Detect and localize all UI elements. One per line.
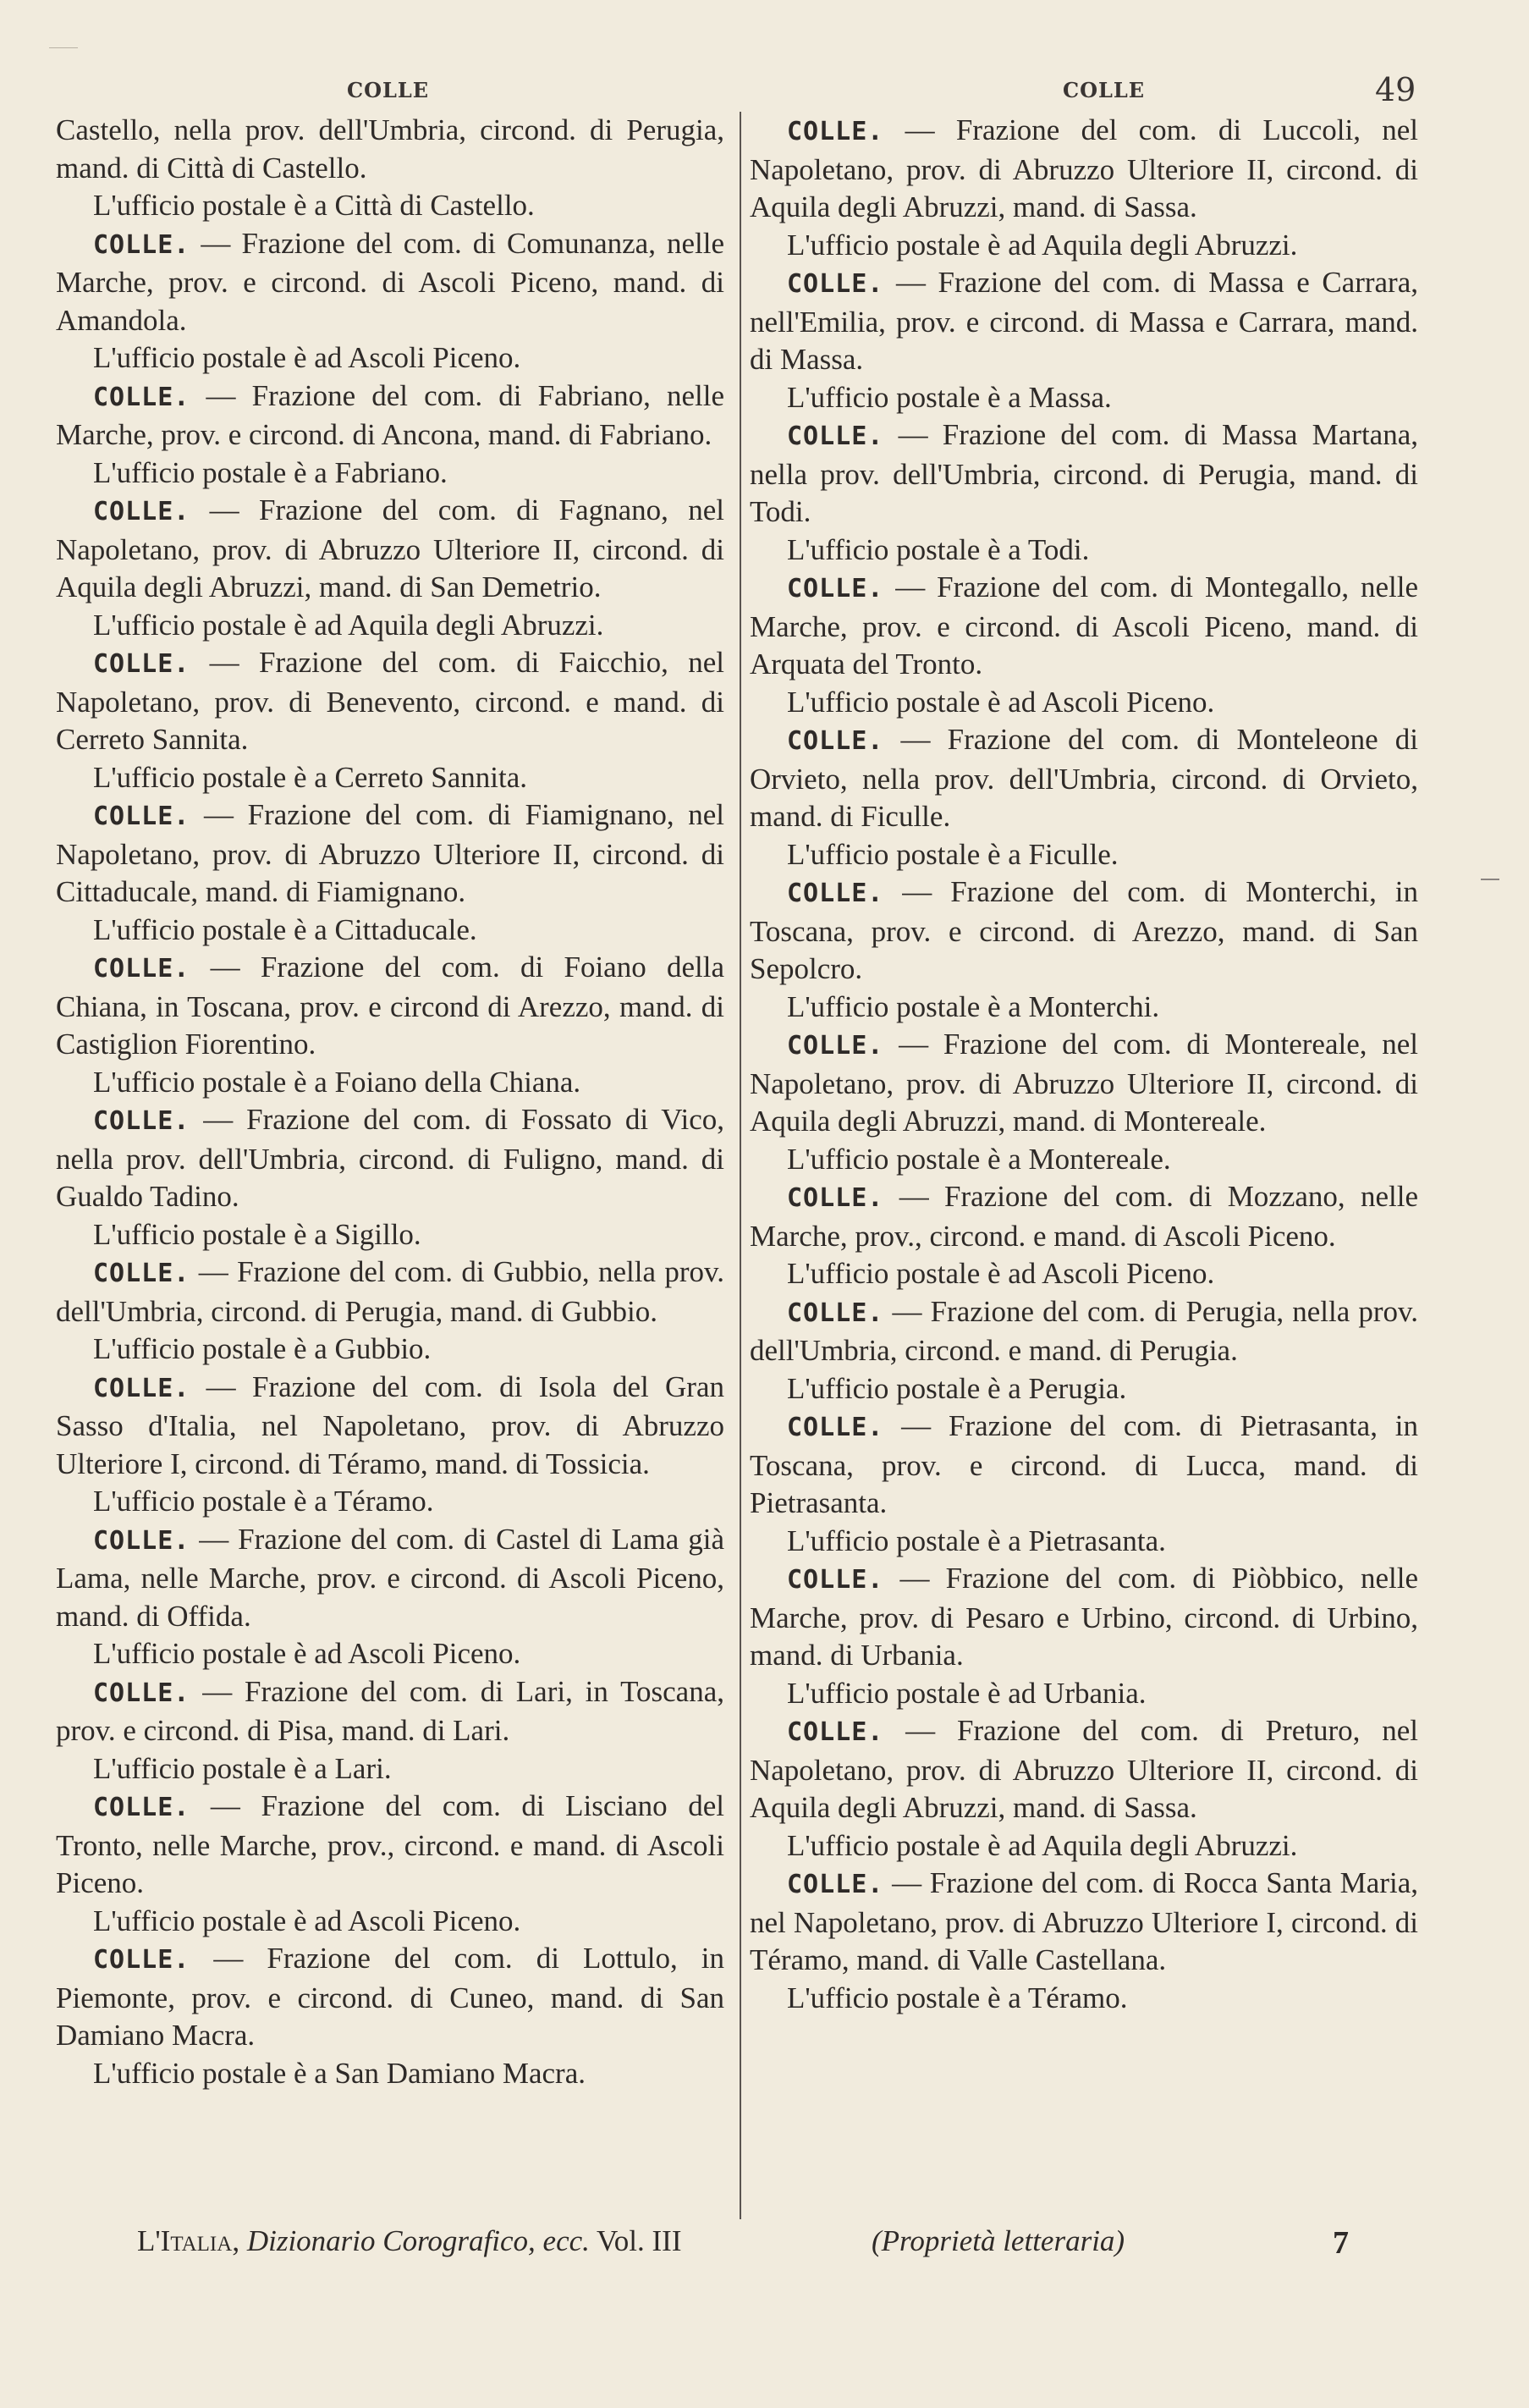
- entry-text: — Frazione del com. di Foiano della Chiana, in Toscana, prov. e circond di Arezzo, mand. di Castiglion Fiorentino.: [56, 951, 724, 1061]
- entry-text: — Frazione del com. di Piòbbico, nelle Marche, prov. di Pesaro e Urbino, circond. di Urbino, mand. di Urbania.: [750, 1562, 1418, 1672]
- entry-text: — Frazione del com. di Perugia, nella prov. dell'Umbria, circond. e mand. di Perugia.: [750, 1294, 1418, 1367]
- entry-text: — Frazione del com. di Massa e Carrara, nell'Emilia, prov. e circond. di Massa e Carrara, mand. di Massa.: [750, 266, 1418, 376]
- dictionary-entry: [56, 796, 724, 912]
- entry-text: — Frazione del com. di Pietrasanta, in Toscana, prov. e circond. di Lucca, mand. di Pietrasanta.: [750, 1409, 1418, 1519]
- postal-office-line: L'ufficio postale è a Foiano della Chiana.: [93, 1065, 581, 1099]
- entry-continuation: Castello, nella prov. dell'Umbria, circond. di Perugia, mand. di Città di Castello.: [56, 113, 724, 185]
- postal-office-line: L'ufficio postale è a Monterchi.: [787, 989, 1160, 1023]
- entry-text: — Frazione del com. di Castel di Lama già Lama, nelle Marche, prov. e circond. di Ascoli Piceno, mand. di Offida.: [56, 1522, 724, 1633]
- entry-text: — Frazione del com. di Preturo, nel Napoletano, prov. di Abruzzo Ulteriore II, circond. di Aquila degli Abruzzi, mand. di Sassa.: [750, 1714, 1418, 1824]
- footer-signature-mark: 7: [1333, 2225, 1349, 2261]
- entry-headword: COLLE.: [93, 649, 190, 679]
- dictionary-entry: [56, 644, 724, 759]
- entry-headword: COLLE.: [93, 1259, 190, 1288]
- postal-office-line: L'ufficio postale è ad Ascoli Piceno.: [787, 685, 1215, 719]
- postal-office-line: L'ufficio postale è ad Aquila degli Abruzzi.: [787, 228, 1298, 262]
- page-number: 49: [1375, 71, 1416, 108]
- dictionary-entry: [750, 1293, 1418, 1370]
- postal-office-line: L'ufficio postale è a Sigillo.: [93, 1217, 421, 1251]
- footer-publication: [137, 2224, 682, 2258]
- entry-headword: COLLE.: [787, 422, 884, 451]
- entry-text: — Frazione del com. di Lisciano del Tronto, nelle Marche, prov., circond. e mand. di Ascoli Piceno.: [56, 1789, 724, 1899]
- postal-office-line: L'ufficio postale è ad Aquila degli Abruzzi.: [787, 1828, 1298, 1862]
- entry-text: — Frazione del com. di Monterchi, in Toscana, prov. e circond. di Arezzo, mand. di San Sepolcro.: [750, 875, 1418, 985]
- entry-text: — Frazione del com. di Monteleone di Orvieto, nella prov. dell'Umbria, circond. di Orvieto, mand. di Ficulle.: [750, 723, 1418, 833]
- postal-office-line: L'ufficio postale è a Città di Castello.: [93, 189, 535, 222]
- entry-headword: COLLE.: [93, 497, 190, 526]
- dictionary-entry: [750, 416, 1418, 532]
- dictionary-entry: [56, 1254, 724, 1331]
- footer-title: Dizionario Corografico, ecc.: [246, 2224, 590, 2257]
- entry-headword: COLLE.: [93, 1678, 190, 1708]
- entry-text: — Frazione del com. di Isola del Gran Sasso d'Italia, nel Napoletano, prov. di Abruzzo Ulteriore I, circond. di Téramo, mand. di Tossicia.: [56, 1369, 724, 1480]
- running-head-left: COLLE: [347, 78, 430, 102]
- footer-volume: Vol. III: [597, 2224, 682, 2257]
- entry-headword: COLLE.: [787, 879, 884, 908]
- page-edge-mark: [49, 47, 78, 48]
- entry-text: — Frazione del com. di Luccoli, nel Napoletano, prov. di Abruzzo Ulteriore II, circond. di Aquila degli Abruzzi, mand. di Sassa.: [750, 113, 1418, 223]
- dictionary-entry: [56, 1369, 724, 1484]
- dictionary-entry: [56, 949, 724, 1064]
- dictionary-entry: [750, 873, 1418, 989]
- entry-headword: COLLE.: [787, 1565, 884, 1595]
- dictionary-entry: [750, 1026, 1418, 1141]
- entry-headword: COLLE.: [787, 1183, 884, 1213]
- entry-headword: COLLE.: [787, 1031, 884, 1061]
- margin-dash-mark: [1481, 879, 1499, 880]
- page-footer: [0, 2224, 1529, 2267]
- entry-text: — Frazione del com. di Massa Martana, nella prov. dell'Umbria, circond. di Perugia, mand. di Todi.: [750, 418, 1418, 528]
- postal-office-line: L'ufficio postale è a Cittaducale.: [93, 912, 477, 946]
- entry-headword: COLLE.: [787, 574, 884, 603]
- footer-copyright: (Proprietà letteraria): [872, 2224, 1125, 2257]
- entry-headword: COLLE.: [93, 229, 190, 260]
- dictionary-entry: [750, 1865, 1418, 1980]
- postal-office-line: L'ufficio postale è a Téramo.: [93, 1485, 434, 1518]
- dictionary-entry: [750, 569, 1418, 684]
- dictionary-entry: [56, 1673, 724, 1750]
- dictionary-entry: [750, 1178, 1418, 1255]
- dictionary-entry: [56, 377, 724, 455]
- dictionary-entry: [56, 1940, 724, 2055]
- postal-office-line: L'ufficio postale è a Montereale.: [787, 1142, 1171, 1176]
- entry-text: — Frazione del com. di Lari, in Toscana, prov. e circond. di Pisa, mand. di Lari.: [56, 1674, 724, 1747]
- postal-office-line: L'ufficio postale è a Gubbio.: [93, 1332, 432, 1365]
- postal-office-line: L'ufficio postale è ad Ascoli Piceno.: [787, 1257, 1215, 1290]
- entry-text: — Frazione del com. di Comunanza, nelle Marche, prov. e circond. di Ascoli Piceno, mand. di Amandola.: [56, 226, 724, 337]
- postal-office-line: L'ufficio postale è ad Ascoli Piceno.: [93, 1904, 521, 1937]
- postal-office-line: L'ufficio postale è a Cerreto Sannita.: [93, 760, 527, 794]
- entry-headword: COLLE.: [93, 954, 190, 984]
- dictionary-entry: [750, 1712, 1418, 1827]
- postal-office-line: L'ufficio postale è a San Damiano Macra.: [93, 2056, 586, 2090]
- entry-headword: COLLE.: [787, 726, 884, 756]
- postal-office-line: L'ufficio postale è ad Urbania.: [787, 1676, 1147, 1710]
- postal-office-line: L'ufficio postale è a Ficulle.: [787, 837, 1119, 871]
- entry-headword: COLLE.: [93, 1373, 190, 1403]
- entry-headword: COLLE.: [93, 802, 190, 831]
- postal-office-line: L'ufficio postale è a Todi.: [787, 532, 1090, 566]
- left-text-column: [56, 112, 724, 2092]
- entry-text: — Frazione del com. di Faicchio, nel Napoletano, prov. di Benevento, circond. e mand. di Cerreto Sannita.: [56, 646, 724, 756]
- entry-text: — Frazione del com. di Lottulo, in Piemonte, prov. e circond. di Cuneo, mand. di San Damiano Macra.: [56, 1942, 724, 2052]
- dictionary-entry: [750, 112, 1418, 227]
- entry-headword: COLLE.: [787, 1870, 884, 1899]
- entry-headword: COLLE.: [787, 1413, 884, 1442]
- entry-headword: COLLE.: [93, 382, 190, 412]
- entry-headword: COLLE.: [93, 1945, 190, 1975]
- postal-office-line: L'ufficio postale è ad Aquila degli Abruzzi.: [93, 608, 604, 642]
- postal-office-line: L'ufficio postale è a Perugia.: [787, 1371, 1127, 1405]
- entry-headword: COLLE.: [93, 1106, 190, 1136]
- entry-text: — Frazione del com. di Gubbio, nella prov. dell'Umbria, circond. di Perugia, mand. di Gubbio.: [56, 1255, 724, 1328]
- entry-text: — Frazione del com. di Rocca Santa Maria, nel Napoletano, prov. di Abruzzo Ulteriore I, circond. di Téramo, mand. di Valle Castellana.: [750, 1866, 1418, 1976]
- dictionary-entry: [56, 492, 724, 607]
- postal-office-line: L'ufficio postale è ad Ascoli Piceno.: [93, 1637, 521, 1670]
- entry-text: — Frazione del com. di Montegallo, nelle Marche, prov. e circond. di Ascoli Piceno, mand. di Arquata del Tronto.: [750, 570, 1418, 681]
- entry-headword: COLLE.: [787, 1717, 884, 1747]
- entry-headword: COLLE.: [787, 269, 884, 299]
- footer-publisher: L'Italia,: [137, 2224, 240, 2257]
- entry-headword: COLLE.: [787, 1298, 884, 1328]
- entry-headword: COLLE.: [787, 117, 884, 146]
- dictionary-entry: [56, 1788, 724, 1903]
- right-text-column: [750, 112, 1418, 2017]
- postal-office-line: L'ufficio postale è a Fabriano.: [93, 455, 448, 489]
- dictionary-entry: [56, 225, 724, 340]
- dictionary-entry: [56, 1101, 724, 1216]
- running-head-right: COLLE: [1063, 78, 1146, 102]
- postal-office-line: L'ufficio postale è a Massa.: [787, 380, 1112, 414]
- dictionary-entry: [750, 1408, 1418, 1523]
- entry-text: — Frazione del com. di Fossato di Vico, nella prov. dell'Umbria, circond. di Fuligno, mand. di Gualdo Tadino.: [56, 1103, 724, 1213]
- entry-text: — Frazione del com. di Fabriano, nelle Marche, prov. e circond. di Ancona, mand. di Fabriano.: [56, 378, 724, 451]
- dictionary-entry: [750, 1560, 1418, 1675]
- postal-office-line: L'ufficio postale è a Pietrasanta.: [787, 1524, 1166, 1557]
- entry-headword: COLLE.: [93, 1793, 190, 1822]
- column-divider: [740, 112, 741, 2219]
- postal-office-line: L'ufficio postale è a Téramo.: [787, 1981, 1128, 2014]
- postal-office-line: L'ufficio postale è ad Ascoli Piceno.: [93, 341, 521, 374]
- dictionary-entry: [750, 721, 1418, 836]
- dictionary-entry: [750, 264, 1418, 379]
- entry-text: — Frazione del com. di Mozzano, nelle Marche, prov., circond. e mand. di Ascoli Piceno.: [750, 1180, 1418, 1253]
- entry-headword: COLLE.: [93, 1525, 190, 1556]
- dictionary-entry: [56, 1521, 724, 1636]
- entry-text: — Frazione del com. di Montereale, nel Napoletano, prov. di Abruzzo Ulteriore II, circond. di Aquila degli Abruzzi, mand. di Montereale.: [750, 1028, 1418, 1138]
- entry-text: — Frazione del com. di Fagnano, nel Napoletano, prov. di Abruzzo Ulteriore II, circond. di Aquila degli Abruzzi, mand. di San Demetrio.: [56, 493, 724, 603]
- entry-text: — Frazione del com. di Fiamignano, nel Napoletano, prov. di Abruzzo Ulteriore II, circond. di Cittaducale, mand. di Fiamignano.: [56, 798, 724, 908]
- postal-office-line: L'ufficio postale è a Lari.: [93, 1751, 392, 1785]
